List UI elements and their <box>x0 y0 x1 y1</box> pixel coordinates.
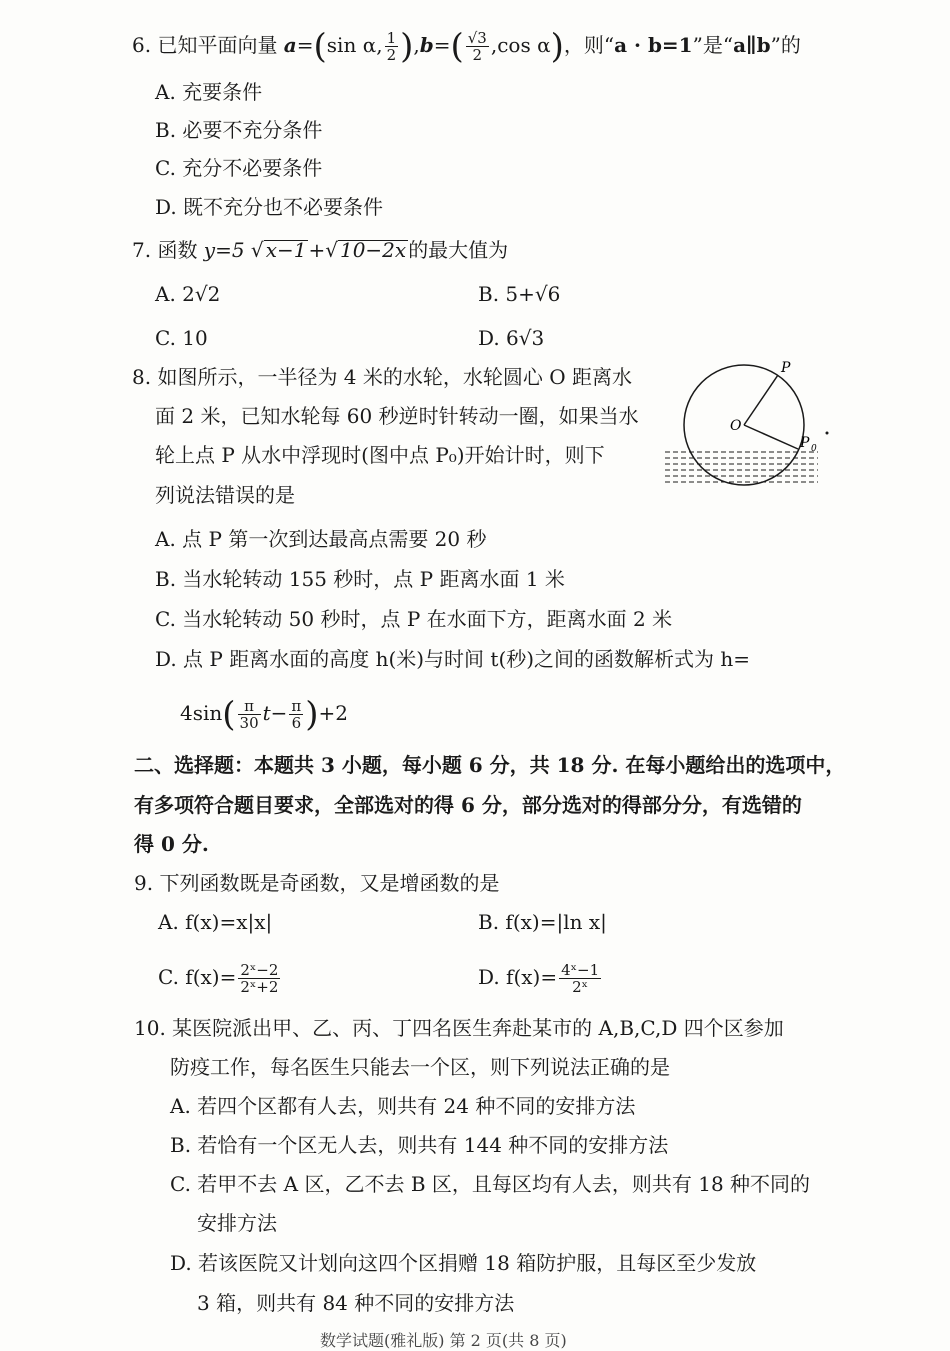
frac-den: 6 <box>291 714 302 732</box>
q9-option-d <box>478 962 603 995</box>
frac-d <box>559 962 601 995</box>
q8-option-a: A. 点 P 第一次到达最高点需要 20 秒 <box>155 527 487 551</box>
frac-num: 1 <box>386 29 397 47</box>
q10-option-d: D. 若该医院又计划向这四个区捐赠 18 箱防护服，且每区至少发放 <box>170 1251 757 1275</box>
q6-stem-text: 6. 已知平面向量 <box>132 33 284 57</box>
paren-open: ( <box>450 26 464 67</box>
q8-option-d-formula <box>180 694 349 735</box>
eq-sign: = <box>433 33 451 57</box>
q7-y: y=5 <box>203 238 245 262</box>
q8-option-b: B. 当水轮转动 155 秒时，点 P 距离水面 1 米 <box>155 567 565 591</box>
paren-open: ( <box>313 26 327 67</box>
q7-option-b: B. 5+√6 <box>478 282 561 306</box>
frac-den: 2 <box>472 46 483 64</box>
section2-line-3: 得 0 分. <box>134 832 209 856</box>
vector-a: a <box>283 33 297 57</box>
q6-parallel: a∥b <box>733 33 771 57</box>
q10-option-c-cont: 安排方法 <box>197 1211 277 1235</box>
q8-line-3: 轮上点 P 从水中浮现时(图中点 P₀)开始计时，则下 <box>155 443 605 467</box>
q10-option-a: A. 若四个区都有人去，则共有 24 种不同的安排方法 <box>170 1094 636 1118</box>
q6-option-d: D. 既不充分也不必要条件 <box>155 195 384 219</box>
frac-den: 2ˣ <box>572 978 589 996</box>
q10-line-1: 10. 某医院派出甲、乙、丙、丁四名医生奔赴某市的 A,B,C,D 四个区参加 <box>134 1016 784 1040</box>
q8-line-4: 列说法错误的是 <box>155 483 295 507</box>
q9-option-a: A. f(x)=x|x| <box>158 910 273 934</box>
q7-text-2: 的最大值为 <box>408 238 509 262</box>
vector-b: b <box>419 33 434 57</box>
q9-c-prefix: C. f(x)= <box>158 965 237 989</box>
label-p0-sub: 0 <box>811 444 817 454</box>
q7-option-a: A. 2√2 <box>155 282 221 306</box>
q9-option-c <box>158 962 282 995</box>
frac-den: 30 <box>239 714 259 732</box>
paren-close: ) <box>305 694 319 735</box>
q10-line-2: 防疫工作，每名医生只能去一个区，则下列说法正确的是 <box>170 1055 670 1079</box>
q6-stem: 6. 已知平面向量 a=(sin α, $\frac{1}{2}$ ),b=( $\frac{√3}{2}$ ,cos α)，则“a · b=1”是“a∥b”的 <box>132 26 801 67</box>
frac-pi-6 <box>289 698 303 731</box>
q8-option-d: D. 点 P 距离水面的高度 h(米)与时间 t(秒)之间的函数解析式为 h= <box>155 647 751 671</box>
sin-alpha: sin α <box>326 33 377 57</box>
radius-op <box>744 375 778 425</box>
water-wheel-figure <box>660 355 840 495</box>
q9-d-prefix: D. f(x)= <box>478 965 558 989</box>
q6-option-c: C. 充分不必要条件 <box>155 156 323 180</box>
q6-option-a: A. 充要条件 <box>155 80 263 104</box>
radicand-1: x−1 <box>265 238 307 262</box>
label-p: P <box>781 360 791 376</box>
section2-line-1: 二、选择题：本题共 3 小题，每小题 6 分，共 18 分. 在每小题给出的选项中， <box>134 753 846 777</box>
formula-4sin: 4sin <box>180 701 223 725</box>
frac-half <box>385 30 399 63</box>
paren-close: ) <box>400 26 414 67</box>
frac-num: π <box>238 698 261 715</box>
label-o: O <box>730 418 742 434</box>
q7-option-c: C. 10 <box>155 326 208 350</box>
q10-option-d-cont: 3 箱，则共有 84 种不同的安排方法 <box>197 1291 515 1315</box>
q10-option-c: C. 若甲不去 A 区，乙不去 B 区，且每区均有人去，则共有 18 种不同的 <box>170 1172 811 1196</box>
frac-c <box>238 962 280 995</box>
q6-text-4: ”的 <box>770 33 801 57</box>
radicand-2: 10−2x <box>339 238 407 262</box>
paren-open: ( <box>222 694 236 735</box>
label-p0: P <box>800 435 810 451</box>
eq-sign: = <box>296 33 314 57</box>
formula-t: t− <box>262 701 288 725</box>
q7-text-1: 7. 函数 <box>132 238 204 262</box>
cos-alpha: cos α <box>497 33 551 57</box>
q7-option-d: D. 6√3 <box>478 326 545 350</box>
radius-op0 <box>744 425 798 449</box>
frac-num: √3 <box>467 29 487 47</box>
section2-line-2: 有多项符合题目要求，全部选对的得 6 分，部分选对的得部分分，有选错的 <box>134 793 802 817</box>
q6-text-2: ，则“ <box>563 33 615 57</box>
q6-condition: a · b=1 <box>614 33 693 57</box>
q9-stem: 9. 下列函数既是奇函数，又是增函数的是 <box>134 871 500 895</box>
formula-plus2: +2 <box>318 701 349 725</box>
q6-text-3: ”是“ <box>692 33 734 57</box>
q8-line-2: 面 2 米，已知水轮每 60 秒逆时针转动一圈，如果当水 <box>155 404 639 428</box>
frac-num: 2ˣ−2 <box>240 961 279 979</box>
frac-pi-30 <box>238 698 261 731</box>
page-footer: 数学试题(雅礼版) 第 2 页(共 8 页) <box>320 1331 567 1350</box>
q6-option-b: B. 必要不充分条件 <box>155 118 323 142</box>
dot-mark <box>826 432 829 435</box>
frac-num: 4ˣ−1 <box>561 961 600 979</box>
frac-den: 2 <box>386 46 397 64</box>
q8-option-c: C. 当水轮转动 50 秒时，点 P 在水面下方，距离水面 2 米 <box>155 607 673 631</box>
plus-sign: + <box>308 238 326 262</box>
frac-num: π <box>291 697 302 715</box>
frac-den: 2ˣ+2 <box>240 978 279 996</box>
frac-sqrt3-2 <box>466 30 489 63</box>
paren-close: ) <box>550 26 564 67</box>
q8-line-1: 8. 如图所示，一半径为 4 米的水轮，水轮圆心 O 距离水 <box>132 365 632 389</box>
q10-option-b: B. 若恰有一个区无人去，则共有 144 种不同的安排方法 <box>170 1133 669 1157</box>
q7-stem: 7. 函数 y=5 √ x−1 +√ 10−2x 的最大值为 <box>132 238 509 262</box>
q9-option-b: B. f(x)=|ln x| <box>478 910 607 934</box>
